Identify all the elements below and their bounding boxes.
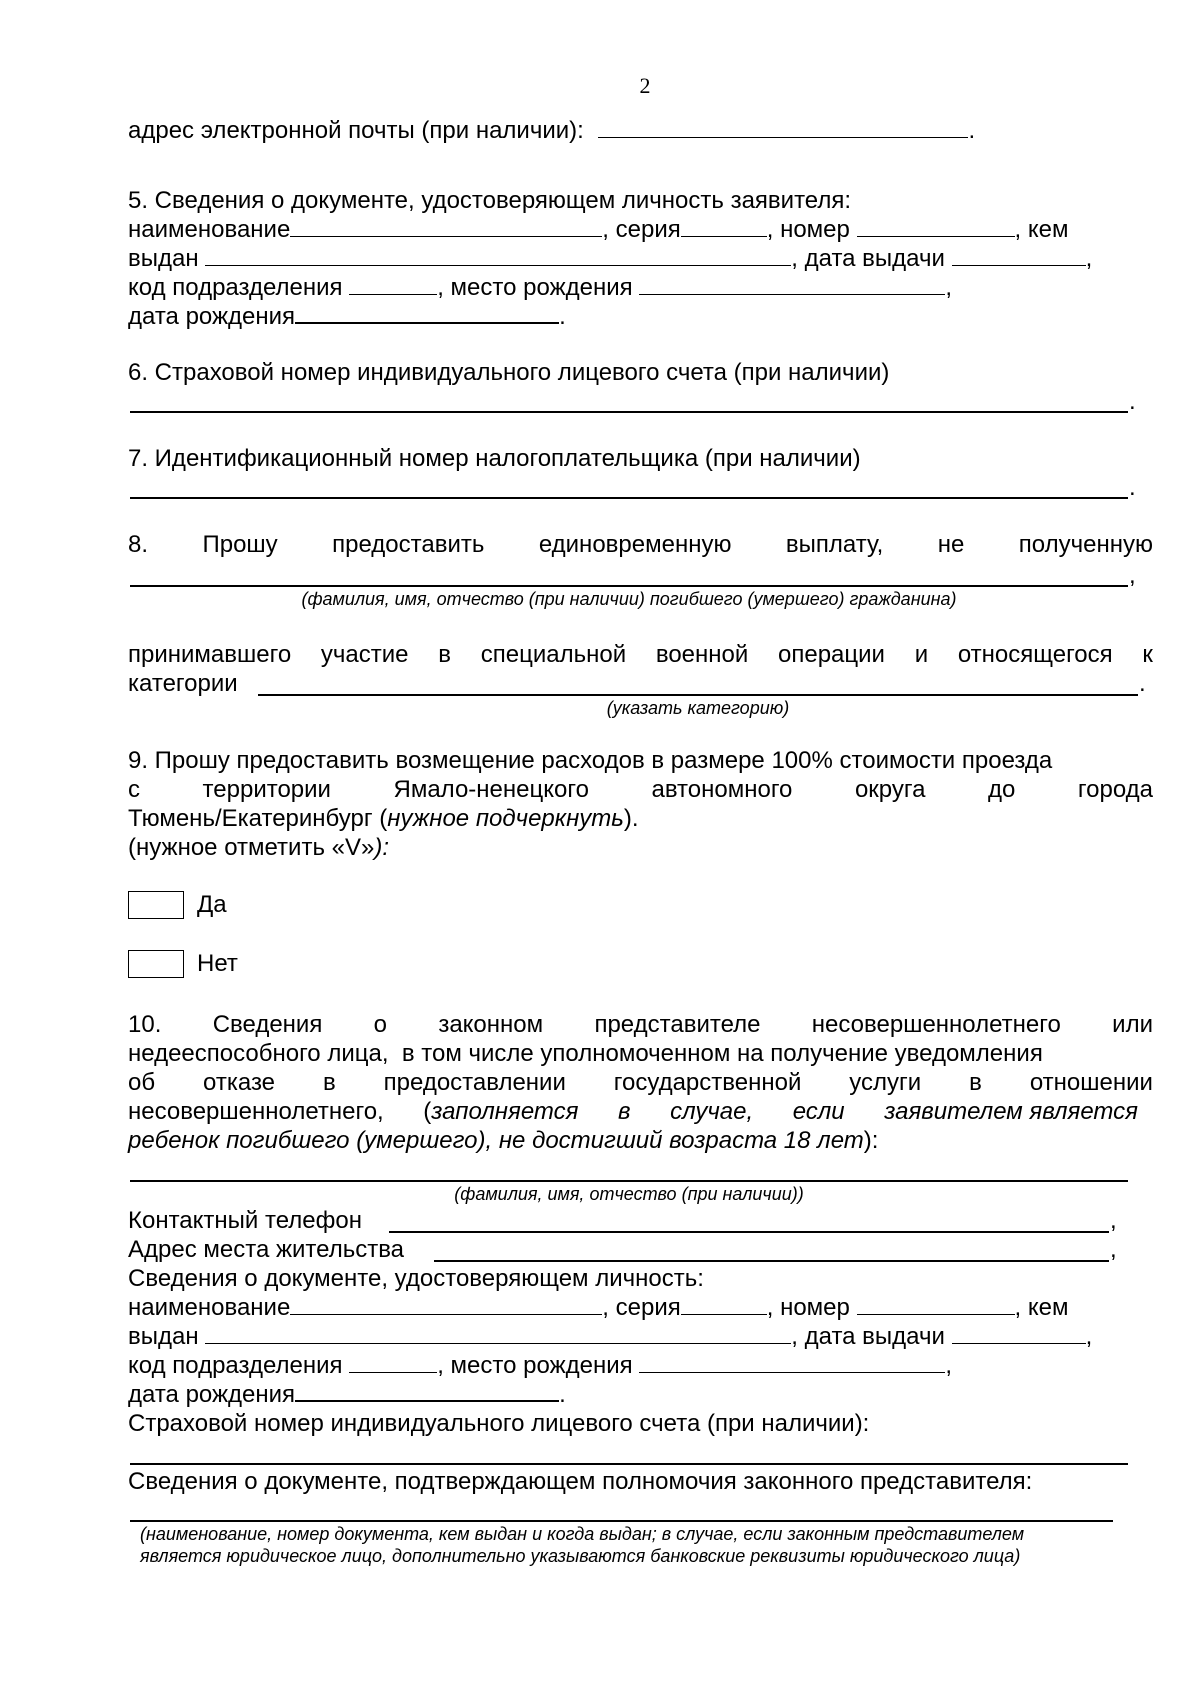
s10-line4-b-wrap xyxy=(423,1097,578,1126)
s10-word: предоставлении xyxy=(383,1069,566,1096)
s10-comma-2: , xyxy=(945,1352,952,1379)
s10-doc-name-field[interactable] xyxy=(290,1293,602,1315)
checkbox-yes[interactable] xyxy=(128,891,184,919)
s10-address-comma: , xyxy=(1110,1236,1117,1263)
s8-word: полученную xyxy=(1018,531,1153,558)
email-field[interactable] xyxy=(598,116,968,138)
s10-word: несовершеннолетнего xyxy=(811,1011,1061,1038)
s10-word: законном xyxy=(438,1011,544,1038)
s8-word: принимавшего xyxy=(128,641,292,668)
s8-word: единовременную xyxy=(538,531,732,558)
s10-dept-code-field[interactable] xyxy=(349,1351,437,1373)
s8-word: в xyxy=(438,641,452,668)
s9-line4 xyxy=(128,833,1153,862)
s8-line1 xyxy=(128,530,1153,559)
s10-name-label: наименование xyxy=(128,1294,291,1321)
email-end: . xyxy=(968,117,976,144)
s10-word: в xyxy=(322,1069,336,1096)
s7-end: . xyxy=(1129,474,1136,501)
s10-line4-a: несовершеннолетнего, xyxy=(128,1098,384,1125)
s10-row-birthdate xyxy=(128,1380,1153,1409)
s9-line4-a: (нужное отметить «V» xyxy=(128,834,375,861)
s10-line4-b: ( xyxy=(423,1098,432,1125)
s9-line3 xyxy=(128,804,1153,833)
s10-line2: недееспособного лица, в том числе уполномоченном на получение уведомления xyxy=(128,1040,1043,1067)
s10-row-dept xyxy=(128,1351,1153,1380)
s8-word: специальной xyxy=(480,641,627,668)
s8-word: относящегося xyxy=(957,641,1113,668)
s9-word: территории xyxy=(202,776,331,803)
s5-row-birthdate xyxy=(128,302,1153,331)
s5-issued-by-field[interactable] xyxy=(205,244,791,266)
page-number: 2 xyxy=(639,73,651,98)
s5-comma-2: , xyxy=(945,274,952,301)
s10-word: или xyxy=(1112,1011,1153,1038)
s10-italic-word: если xyxy=(792,1098,845,1125)
s9-line3-italic: нужное подчеркнуть xyxy=(387,805,624,832)
s8-word: военной xyxy=(655,641,749,668)
s5-title: 5. Сведения о документе, удостоверяющем личность заявителя: xyxy=(128,187,852,214)
s5-row-name xyxy=(128,215,1153,244)
s5-name-label: наименование xyxy=(128,216,291,243)
s10-line5 xyxy=(128,1126,1153,1155)
s10-birthplace-label: , место рождения xyxy=(437,1352,633,1379)
s5-birthdate-field[interactable] xyxy=(295,302,559,324)
s10-issued-by-field[interactable] xyxy=(205,1322,791,1344)
s10-word: Сведения xyxy=(212,1011,323,1038)
s8-category-field[interactable] xyxy=(258,694,1138,696)
s10-word: 10. xyxy=(128,1011,162,1038)
s10-address-label: Адрес места жительства xyxy=(128,1236,405,1263)
s10-number-field[interactable] xyxy=(857,1293,1015,1315)
s10-word: о xyxy=(373,1011,387,1038)
s10-italic-word: заявителем является xyxy=(884,1098,1138,1125)
s5-dept-code-label: код подразделения xyxy=(128,274,343,301)
s8-word: и xyxy=(914,641,929,668)
s10-line3 xyxy=(128,1068,1153,1097)
s8-word: Прошу xyxy=(202,531,278,558)
s8-word: выплату, xyxy=(785,531,884,558)
s5-issue-date-label: , дата выдачи xyxy=(791,245,945,272)
s10-dept-code-label: код подразделения xyxy=(128,1352,343,1379)
s10-authority-caption-2: является юридическое лицо, дополнительно указываются банковские реквизиты юридического лица) xyxy=(140,1546,1021,1566)
s9-word: до xyxy=(988,776,1016,803)
s8-word: операции xyxy=(778,641,885,668)
s10-italic-word: случае, xyxy=(670,1098,754,1125)
s8-word: участие xyxy=(320,641,409,668)
s8-category-label: категории xyxy=(128,670,238,697)
s10-row-issued xyxy=(128,1322,1153,1351)
s10-line1 xyxy=(128,1010,1153,1039)
checkbox-no-label: Нет xyxy=(197,950,238,977)
s8-category-caption: (указать категорию) xyxy=(606,698,790,718)
s10-authority-field[interactable] xyxy=(130,1520,1113,1522)
s10-line5-b: ): xyxy=(863,1127,879,1154)
s10-birthplace-field[interactable] xyxy=(639,1351,945,1373)
s8-end: , xyxy=(1129,562,1136,589)
s5-doc-name-field[interactable] xyxy=(290,215,602,237)
s10-word: в xyxy=(969,1069,982,1096)
s8-category-end: . xyxy=(1139,670,1146,697)
s10-fio-caption: (фамилия, имя, отчество (при наличии)) xyxy=(454,1184,804,1204)
s9-word: автономного xyxy=(651,776,793,803)
s10-issued-by-tail: , кем xyxy=(1014,1294,1069,1321)
s8-deceased-name-field[interactable] xyxy=(130,585,1128,587)
s10-doc-title: Сведения о документе, удостоверяющем личность: xyxy=(128,1265,704,1292)
s10-word: отношении xyxy=(1029,1069,1153,1096)
s8-word: не xyxy=(937,531,965,558)
s8-line2 xyxy=(128,640,1153,669)
s9-line1: 9. Прошу предоставить возмещение расходов в размере 100% стоимости проезда xyxy=(128,747,1053,774)
s8-name-caption: (фамилия, имя, отчество (при наличии) погибшего (умершего) гражданина) xyxy=(301,589,957,609)
s9-line2 xyxy=(128,775,1153,804)
s9-line3-a: Тюмень/Екатеринбург ( xyxy=(128,805,388,832)
s5-number-field[interactable] xyxy=(857,215,1015,237)
checkbox-yes-label: Да xyxy=(197,891,227,918)
s10-row-name xyxy=(128,1293,1153,1322)
s5-issue-date-field[interactable] xyxy=(952,244,1086,266)
s10-line4-a-wrap xyxy=(128,1097,384,1126)
s10-birthdate-label: дата рождения xyxy=(128,1381,296,1408)
s10-issued-by-label: выдан xyxy=(128,1323,199,1350)
s10-snils-label: Страховой номер индивидуального лицевого счета (при наличии): xyxy=(128,1410,870,1437)
s5-end: . xyxy=(559,303,566,330)
email-label: адрес электронной почты (при наличии): xyxy=(128,117,584,144)
s5-row-dept xyxy=(128,273,1153,302)
s9-line3-b: ). xyxy=(623,805,639,832)
s5-number-label: , номер xyxy=(766,216,850,243)
s10-italic-word: в xyxy=(618,1098,631,1125)
s10-phone-field[interactable] xyxy=(389,1231,1109,1233)
s9-line4-italic: ): xyxy=(374,834,389,861)
s6-title: 6. Страховой номер индивидуального лицевого счета (при наличии) xyxy=(128,359,890,386)
s10-word: государственной xyxy=(613,1069,802,1096)
s10-word: услуги xyxy=(849,1069,922,1096)
s9-word: округа xyxy=(854,776,926,803)
s10-line5-italic: ребенок погибшего (умершего), не достигший возраста 18 лет xyxy=(128,1127,864,1154)
s10-series-label: , серия xyxy=(602,1294,681,1321)
s10-series-field[interactable] xyxy=(681,1293,767,1315)
s10-representative-name-field[interactable] xyxy=(130,1180,1128,1182)
s8-word: к xyxy=(1142,641,1153,668)
s10-snils-field[interactable] xyxy=(130,1463,1128,1465)
s10-issue-date-field[interactable] xyxy=(952,1322,1086,1344)
s10-comma: , xyxy=(1085,1323,1093,1350)
s5-dept-code-field[interactable] xyxy=(349,273,437,295)
s9-word: Ямало-ненецкого xyxy=(393,776,589,803)
s5-series-field[interactable] xyxy=(681,215,767,237)
checkbox-no[interactable] xyxy=(128,950,184,978)
s10-word: об xyxy=(128,1069,156,1096)
s8-word: предоставить xyxy=(332,531,485,558)
s5-row-issued xyxy=(128,244,1153,273)
s5-issued-by-label: выдан xyxy=(128,245,199,272)
s10-issue-date-label: , дата выдачи xyxy=(791,1323,945,1350)
s10-phone-comma: , xyxy=(1110,1207,1117,1234)
s10-end: . xyxy=(559,1381,566,1408)
s6-snils-field[interactable] xyxy=(130,411,1128,413)
s8-word: 8. xyxy=(128,531,149,558)
email-row xyxy=(128,116,1153,145)
s10-authority-label: Сведения о документе, подтверждающем полномочия законного представителя: xyxy=(128,1468,1033,1495)
s5-birthdate-label: дата рождения xyxy=(128,303,296,330)
s5-birthplace-label: , место рождения xyxy=(437,274,633,301)
s10-line4 xyxy=(128,1097,1138,1126)
s10-number-label: , номер xyxy=(766,1294,850,1321)
s5-series-label: , серия xyxy=(602,216,681,243)
s9-word: города xyxy=(1077,776,1153,803)
s6-end: . xyxy=(1129,388,1136,415)
s5-issued-by-tail: , кем xyxy=(1014,216,1069,243)
s10-italic-word: заполняется xyxy=(431,1098,579,1125)
s10-authority-caption-1: (наименование, номер документа, кем выдан и когда выдан; в случае, если законным представителем xyxy=(140,1524,1025,1544)
s10-birthdate-field[interactable] xyxy=(295,1380,559,1402)
s7-inn-field[interactable] xyxy=(130,497,1128,499)
s10-address-field[interactable] xyxy=(434,1260,1109,1262)
s9-word: с xyxy=(128,776,140,803)
s5-birthplace-field[interactable] xyxy=(639,273,945,295)
s7-title: 7. Идентификационный номер налогоплательщика (при наличии) xyxy=(128,445,861,472)
s5-comma: , xyxy=(1085,245,1093,272)
s10-phone-label: Контактный телефон xyxy=(128,1207,362,1234)
s10-word: отказе xyxy=(203,1069,276,1096)
s10-word: представителе xyxy=(594,1011,761,1038)
